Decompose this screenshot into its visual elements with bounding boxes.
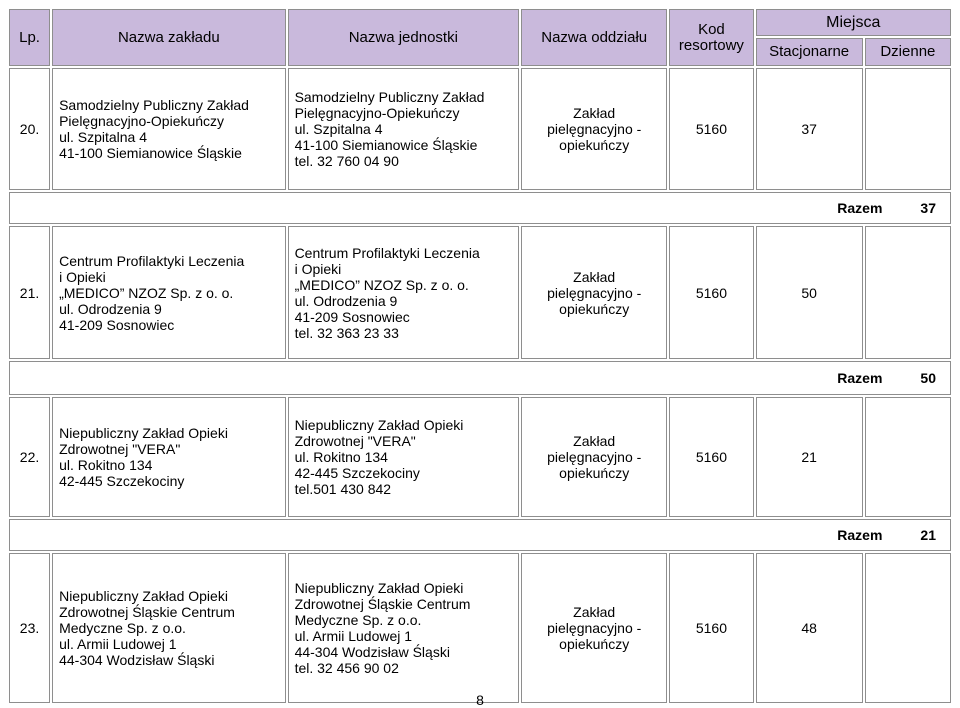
department-type-line: opiekuńczy	[559, 465, 630, 481]
unit-address-line: tel. 32 363 23 33	[294, 324, 399, 341]
facility-address-line: Samodzielny Publiczny Zakład	[59, 97, 249, 113]
department-code: 5160	[669, 553, 753, 703]
header-daily: Dzienne	[865, 38, 951, 66]
department-type	[521, 397, 667, 517]
unit-address	[288, 68, 519, 190]
total-value: 37	[920, 200, 936, 216]
facility-address	[52, 68, 285, 190]
unit-address-line: ul. Rokitno 134	[294, 449, 388, 465]
total-row	[9, 519, 951, 551]
department-type-line: opiekuńczy	[559, 300, 630, 317]
daily-places	[865, 68, 951, 190]
unit-address-line: Pielęgnacyjno-Opiekuńczy	[294, 105, 460, 121]
daily-places	[865, 226, 951, 359]
header-lp: Lp.	[9, 9, 50, 66]
unit-address-line: „MEDICO” NZOZ Sp. z o. o.	[294, 276, 469, 293]
total-label: Razem	[837, 370, 883, 386]
department-type-line: pielęgnacyjno -	[547, 620, 642, 636]
facility-address-line: ul. Szpitalna 4	[59, 129, 148, 145]
unit-address-line: Medyczne Sp. z o.o.	[294, 612, 422, 628]
unit-address-line: Samodzielny Publiczny Zakład	[294, 89, 485, 105]
facility-address	[52, 553, 285, 703]
facilities-table	[7, 7, 953, 705]
unit-address-line: i Opieki	[294, 260, 342, 277]
unit-address-line: ul. Armii Ludowej 1	[294, 628, 413, 644]
facility-address-line: Medyczne Sp. z o.o.	[59, 620, 186, 636]
facility-address-line: Zdrowotnej "VERA"	[59, 441, 181, 457]
total-cell	[9, 519, 951, 551]
department-code: 5160	[669, 397, 753, 517]
unit-address-line: tel. 32 760 04 90	[294, 153, 399, 169]
facility-address-line: „MEDICO” NZOZ Sp. z o. o.	[59, 284, 234, 301]
total-value: 21	[920, 527, 936, 543]
header-places: Miejsca	[756, 9, 951, 36]
unit-address	[288, 226, 519, 359]
header-unit-name: Nazwa jednostki	[288, 9, 519, 66]
header-code-line2: resortowy	[678, 36, 744, 54]
table-row	[9, 68, 951, 190]
unit-address-line: ul. Odrodzenia 9	[294, 292, 398, 309]
table-row	[9, 553, 951, 703]
unit-address-line: tel.501 430 842	[294, 481, 392, 497]
total-value: 50	[920, 370, 936, 386]
unit-address-line: Centrum Profilaktyki Leczenia	[294, 244, 480, 261]
stationary-places: 21	[756, 397, 863, 517]
header-stationary: Stacjonarne	[756, 38, 863, 66]
unit-address-line: Niepubliczny Zakład Opieki	[294, 580, 464, 596]
total-row	[9, 361, 951, 395]
unit-address-line: 42-445 Szczekociny	[294, 465, 420, 481]
total-cell	[9, 361, 951, 395]
daily-places	[865, 553, 951, 703]
facility-address-line: 42-445 Szczekociny	[59, 473, 185, 489]
row-lp: 22.	[9, 397, 50, 517]
department-type-line: Zakład	[573, 433, 616, 449]
department-type-line: pielęgnacyjno -	[547, 284, 642, 301]
department-code: 5160	[669, 226, 753, 359]
facility-address	[52, 397, 285, 517]
department-type-line: pielęgnacyjno -	[547, 121, 642, 137]
facility-address-line: ul. Armii Ludowej 1	[59, 636, 177, 652]
facility-address-line: Zdrowotnej Śląskie Centrum	[59, 604, 235, 620]
unit-address-line: Zdrowotnej Śląskie Centrum	[294, 596, 471, 612]
header-facility-name: Nazwa zakładu	[52, 9, 285, 66]
facility-address-line: 41-209 Sosnowiec	[59, 316, 175, 333]
facility-address-line: 41-100 Siemianowice Śląskie	[59, 145, 242, 161]
row-lp: 23.	[9, 553, 50, 703]
row-lp: 21.	[9, 226, 50, 359]
stationary-places: 37	[756, 68, 863, 190]
facility-address-line: Centrum Profilaktyki Leczenia	[59, 252, 245, 269]
facility-address-line: 44-304 Wodzisław Śląski	[59, 652, 215, 668]
table-body	[9, 68, 951, 703]
header-code	[669, 9, 753, 66]
unit-address-line: 44-304 Wodzisław Śląski	[294, 644, 450, 660]
unit-address-line: Zdrowotnej "VERA"	[294, 433, 416, 449]
facility-address-line: Pielęgnacyjno-Opiekuńczy	[59, 113, 225, 129]
unit-address	[288, 397, 519, 517]
unit-address-line: Niepubliczny Zakład Opieki	[294, 417, 464, 433]
daily-places	[865, 397, 951, 517]
department-type-line: Zakład	[573, 268, 616, 285]
total-label: Razem	[837, 200, 883, 216]
facility-address-line: ul. Odrodzenia 9	[59, 300, 162, 317]
department-type-line: pielęgnacyjno -	[547, 449, 642, 465]
facility-address-line: i Opieki	[59, 268, 106, 285]
department-type-line: Zakład	[573, 604, 616, 620]
unit-address-line: ul. Szpitalna 4	[294, 121, 383, 137]
department-code: 5160	[669, 68, 753, 190]
department-type-line: Zakład	[573, 105, 616, 121]
facility-address	[52, 226, 285, 359]
table-header	[9, 9, 951, 66]
header-code-line1: Kod	[698, 20, 725, 38]
row-lp: 20.	[9, 68, 50, 190]
unit-address-line: 41-100 Siemianowice Śląskie	[294, 137, 478, 153]
unit-address	[288, 553, 519, 703]
table-row	[9, 397, 951, 517]
department-type-line: opiekuńczy	[559, 137, 630, 153]
total-label: Razem	[837, 527, 883, 543]
stationary-places: 50	[756, 226, 863, 359]
table-row	[9, 226, 951, 359]
header-department-name: Nazwa oddziału	[521, 9, 667, 66]
stationary-places: 48	[756, 553, 863, 703]
page-number: 8	[476, 692, 484, 708]
department-type	[521, 226, 667, 359]
facility-address-line: ul. Rokitno 134	[59, 457, 153, 473]
total-cell	[9, 192, 951, 224]
unit-address-line: 41-209 Sosnowiec	[294, 308, 410, 325]
department-type-line: opiekuńczy	[559, 636, 630, 652]
unit-address-line: tel. 32 456 90 02	[294, 660, 399, 676]
department-type	[521, 68, 667, 190]
department-type	[521, 553, 667, 703]
total-row	[9, 192, 951, 224]
facility-address-line: Niepubliczny Zakład Opieki	[59, 588, 228, 604]
facility-address-line: Niepubliczny Zakład Opieki	[59, 425, 228, 441]
